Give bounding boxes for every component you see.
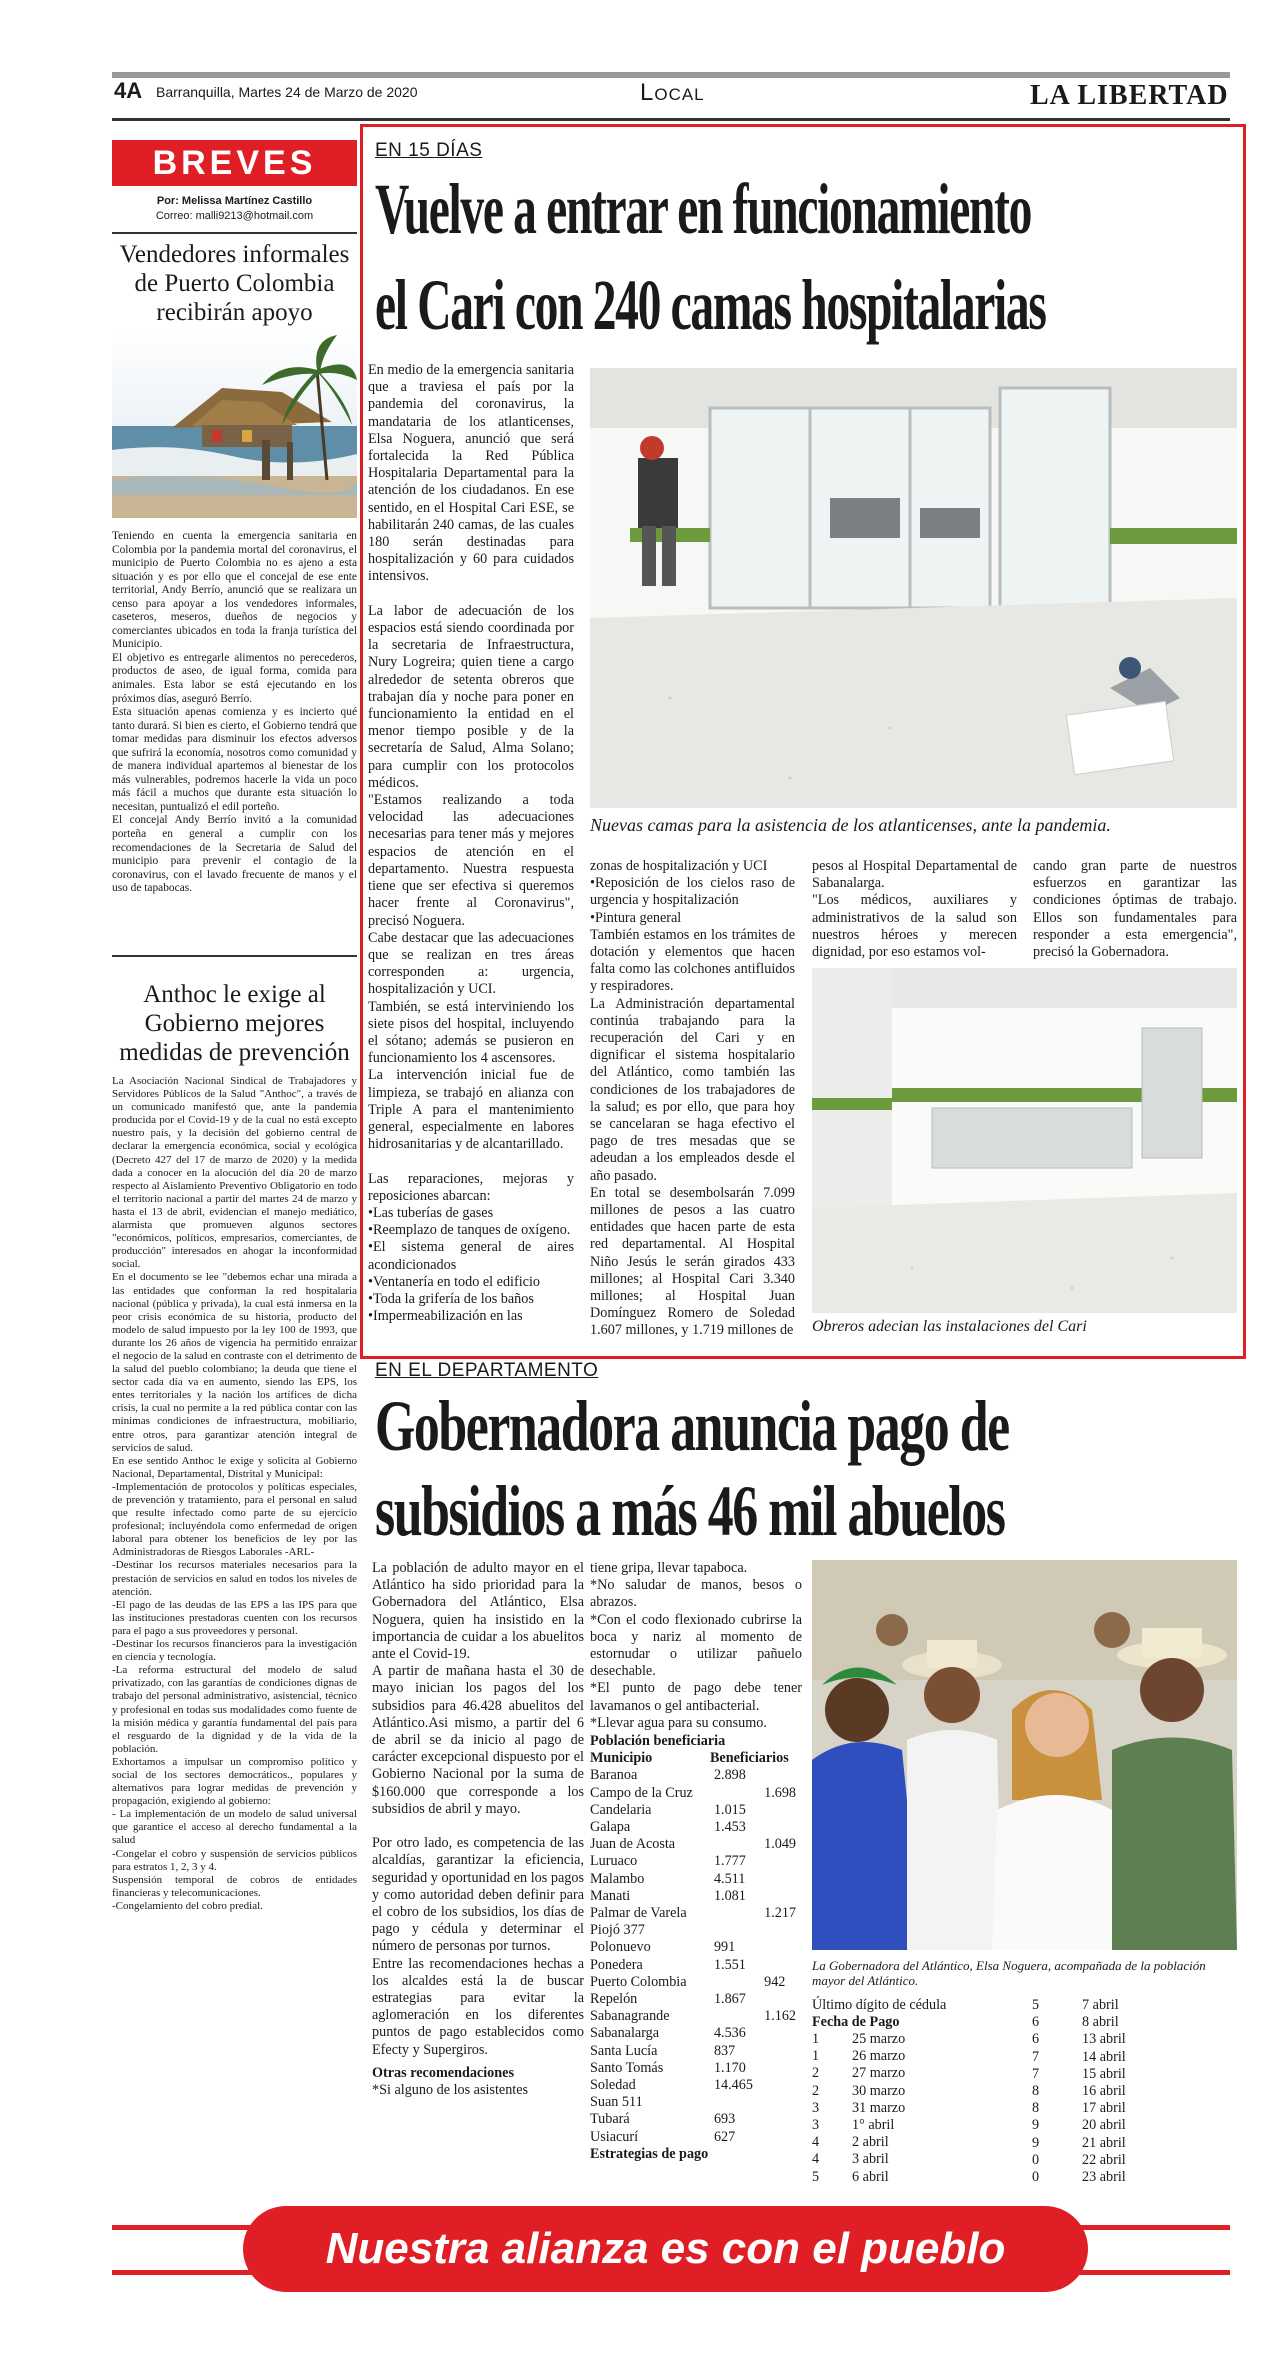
beneficiarios-cell (760, 1922, 802, 1939)
beach-photo (112, 330, 357, 518)
table-row (590, 2111, 802, 2128)
story-abuelos-col1-wrap (372, 1560, 584, 2099)
beneficiarios-cell: 627 (713, 2128, 736, 2145)
beneficiarios-cell: 4.536 (713, 2025, 746, 2042)
municipio-cell: Candelaria (590, 1801, 652, 1818)
beneficiarios-cell: 837 (713, 2042, 736, 2059)
schedule-row (812, 2065, 972, 2082)
table-row (590, 1785, 802, 1802)
governor-photo (812, 1560, 1237, 1950)
date-cell: 27 marzo (852, 2065, 906, 2082)
table-row (590, 2060, 802, 2077)
table-row (590, 1888, 802, 1905)
story-cari-headline-line2: el Cari con 240 camas hospitalarias (375, 265, 1046, 345)
municipio-cell: Usiacurí (590, 2128, 639, 2145)
schedule-row (812, 2031, 972, 2048)
table-row (590, 2094, 802, 2111)
table-title: Población beneficiaria (590, 1733, 726, 1749)
municipio-cell: Campo de la Cruz (590, 1784, 693, 1801)
table-footer: Estrategias de pago (590, 2145, 709, 2162)
table-row (590, 2043, 802, 2060)
story-abuelos-col1: La población de adulto mayor en el Atlántico ha sido prioridad para la Gobernadora del Atlántico, Elsa Noguera, quien ha insistido en la importancia de cuidar a los abuelitos ante el Covid-19. A partir de mañana hasta el 30 de mayo inician los pagos del los subsidios para 46.428 abuelitos del Atlántico.Asi mismo, a partir del 6 de abril se da inicio al pago de carácter excepcional dispuesto por el Gobierno Nacional por la suma de $160.000 que corresponde a los subsidios de abril y mayo. Por otro lado, es competencia de las alcaldías, garantizar la eficiencia, seguridad y oportunidad en los pagos y como autoridad deben definir para el cobro de los subsidios, los días de pago y cédula y determinar el número de personas por turnos. Entre las recomendaciones hechas a los alcaldes está la de buscar estrategias para evitar la aglomeración en los diferentes puntos de pago establecidos como Efecty y Supergiros. (372, 1560, 584, 2058)
digit-cell: 7 (1032, 2048, 1040, 2065)
schedule-left (812, 2031, 972, 2186)
beneficiarios-cell: 1.777 (713, 1853, 746, 1870)
table-row (590, 1836, 802, 1853)
digit-cell: 1 (812, 2031, 820, 2047)
table-header-municipio: Municipio (590, 1750, 653, 1767)
digit-cell: 3 (812, 2099, 820, 2116)
municipio-cell: Manati (590, 1887, 631, 1904)
municipio-cell: Juan de Acosta (590, 1836, 676, 1853)
byline-email: Correo: malli9213@hotmail.com (155, 210, 314, 222)
digit-cell: 9 (1032, 2134, 1040, 2151)
story-abuelos-headline-line1: Gobernadora anuncia pago de (375, 1386, 1009, 1466)
beneficiarios-cell (760, 1802, 802, 1819)
schedule-row (1032, 2169, 1202, 2186)
date-cell: 2 abril (852, 2134, 889, 2151)
byline-author: Por: Melissa Martínez Castillo (156, 195, 313, 207)
hospital-beds-photo (590, 368, 1237, 808)
date-cell: 30 marzo (852, 2082, 906, 2099)
beneficiarios-cell (710, 1785, 760, 1802)
table-row (590, 1957, 802, 1974)
table-row (590, 1819, 802, 1836)
story-cari-caption1: Nuevas camas para la asistencia de los atlanticenses, ante la pandemia. (590, 815, 1111, 835)
table-row (590, 1767, 802, 1784)
beneficiarios-cell: 2.898 (713, 1767, 746, 1784)
schedule-title: Último dígito de cédula (812, 1997, 947, 2013)
breves-byline (112, 194, 357, 224)
date-cell: 1° abril (852, 2117, 895, 2134)
digit-cell: 5 (812, 2168, 820, 2185)
beneficiarios-cell (760, 2025, 802, 2042)
beneficiarios-cell: 693 (713, 2111, 736, 2128)
breves-story1-headline: Vendedores informales de Puerto Colombia recibirán apoyo (119, 241, 350, 326)
municipio-cell: Luruaco (590, 1853, 638, 1870)
beneficiarios-cell: 1.162 (764, 2008, 797, 2025)
table-header-beneficiarios: Beneficiarios (709, 1750, 789, 1767)
table-row (590, 1905, 802, 1922)
schedule-row (1032, 2117, 1202, 2134)
date-cell: 6 abril (852, 2168, 889, 2185)
beneficiarios-cell: 4.511 (713, 1870, 746, 1887)
beneficiaries-grid (590, 1750, 802, 2146)
table-row (590, 2077, 802, 2094)
breves-rule-2 (112, 955, 357, 957)
beneficiarios-cell (760, 2077, 802, 2094)
beneficiarios-cell (710, 2094, 760, 2111)
municipio-cell: Soledad (590, 2077, 636, 2094)
story-abuelos-col2: tiene gripa, llevar tapaboca. *No saludar de manos, besos o abrazos. *Con el codo flexionado cubrirse la boca y nariz al momento de estornudar o utilizar pañuelo desechable. *El punto de pago debe tener lavamanos o gel antibacterial. *Llevar agua para su consumo. (590, 1560, 802, 1731)
date-cell: 21 abril (1082, 2134, 1126, 2151)
masthead: LA LIBERTAD (1030, 80, 1229, 111)
beneficiarios-cell: 1.698 (764, 1784, 797, 1801)
digit-cell: 2 (812, 2065, 820, 2082)
story-abuelos-kicker: EN EL DEPARTAMENTO (375, 1360, 599, 1381)
digit-cell: 9 (1032, 2117, 1040, 2134)
municipio-cell: Sabanalarga (590, 2025, 660, 2042)
date-cell: 15 abril (1082, 2065, 1126, 2082)
story-cari-headline-line1: Vuelve a entrar en funcionamiento (375, 169, 1032, 249)
schedule-row (1032, 1997, 1202, 2014)
beneficiarios-cell (760, 1767, 802, 1784)
beneficiarios-cell (760, 1853, 802, 1870)
beneficiarios-cell (760, 1957, 802, 1974)
table-row (590, 2129, 802, 2146)
breves-story1-body: Teniendo en cuenta la emergencia sanitaria en Colombia por la pandemia mortal del coronavirus, el municipio de Puerto Colombia no es ajeno a esta situación y es por ello que el concejal de ese ente territorial, Andy Berrío, anunció que se realizara un censo para apoyar a los vendedores informales, caseteros, meseros, dueños de negocios y comerciantes ubicados en toda la franja turística del Municipio. El objetivo es entregarle alimentos no perecederos, productos de aseo, de igual forma, comida para animales. Esta labor se está ejecutando en los próximos días, aseguró Berrío. Esta situación apenas comienza y es incierto qué tanto durará. Si bien es cierto, el Gobierno tendrá que tomar medidas para disminuir los efectos adversos que sufrirá la economía, nosotros como comunidad y de manera individual apartemos al bienestar de los más vulnerables, podremos hacerle la vida un poco más fácil a muchos que durante esta situación lo necesitan, puntualizó el edil porteño. El concejal Andy Berrío invitó a la comunidad porteña en general a cumplir con los recomendaciones de la Secretaria de Salud del municipio para prevenir el contagio de la coronavirus, con el lavado frecuente de manos y el uso de tapabocas. (112, 530, 357, 895)
schedule-right (1032, 1997, 1202, 2186)
table-row (590, 1939, 802, 1956)
story-cari-caption2: Obreros adecian las instalaciones del Cari (812, 1318, 1087, 1335)
table-row (590, 1802, 802, 1819)
digit-cell: 8 (1032, 2083, 1040, 2100)
table-row (590, 2008, 802, 2025)
schedule-row (1032, 2014, 1202, 2031)
beneficiarios-cell: 991 (713, 1939, 736, 1956)
date-cell: 7 abril (1082, 1997, 1119, 2013)
municipio-cell: Piojó 377 (590, 1922, 645, 1939)
date-cell: 22 abril (1082, 2151, 1126, 2168)
beneficiarios-cell (760, 1939, 802, 1956)
date-cell: 26 marzo (852, 2048, 906, 2065)
digit-cell: 6 (1032, 2031, 1040, 2048)
municipio-cell: Suan 511 (590, 2094, 643, 2111)
date-cell: 25 marzo (852, 2031, 906, 2047)
beneficiarios-cell (710, 1974, 760, 1991)
digit-cell: 5 (1032, 1997, 1040, 2013)
digit-cell: 6 (1032, 2014, 1040, 2031)
municipio-cell: Galapa (590, 1819, 631, 1836)
digit-cell: 0 (1032, 2169, 1040, 2186)
digit-cell: 4 (812, 2134, 820, 2151)
beneficiarios-cell (760, 2043, 802, 2060)
digit-cell: 4 (812, 2151, 820, 2168)
schedule-row (812, 2100, 972, 2117)
municipio-cell: Polonuevo (590, 1939, 651, 1956)
breves-story2-body: La Asociación Nacional Sindical de Trabajadores y Servidores Públicos de la Salud "Anthoc", a través de un comunicado manifestó que, ante la pandemia producida por el Covid-19 y de la cual no está excepto nuestro país, y la decisión del gobierno central de declarar la emergencia económica, social y ecológica (Decreto 427 del 17 de marzo de 2020) y la medida dada a conocer en la alocución del día 20 de marzo respecto al Aislamiento Preventivo Obligatorio en todo el territorio nacional a partir del martes 24 de marzo y hasta el 13 de abril, evidencian el manejo mediático, alarmista que promueven algunos sectores "económicos, políticos, empresarios, comerciantes, de producción" interesados en ahogar la inconformidad social. En el documento se lee "debemos echar una mirada a las entidades que conforman la red hospitalaria nacional (pública y privada), la cual está inmersa en la peor crisis económica de su historia, producto del modelo de salud impuesto por la ley 100 de 1993, que durante los 26 años de vigencia ha permitido enraizar el negocio de la salud en contraste con el detrimento de la salud del pueblo colombiano; la deuda que tiene el sector cada día va en aumento, siendo las EPS, los entes territoriales y la nación los artífices de dicha crisis, la cual no permite a la red pública contar con las mínimas condiciones de infraestructura, mobiliario, entre otros, para garantizar atención integral de servicios de salud. En ese sentido Anthoc le exige y solicita al Gobierno Nacional, Departamental, Distrital y Municipal: -Implementación de protocolos y políticas especiales, de prevención y tratamiento, para el personal en salud que resulte infectado como parte de su ejercicio profesional; incluyéndola como enfermedad de origen laboral para obtener los beneficios de ley por las Administradoras de Riesgos Laborales -ARL- -Destinar los recursos materiales necesarios para la prestación de servicios en salud en todos los niveles de atención. -El pago de las deudas de las EPS a las IPS para que las instituciones prestadoras cuenten con los recursos para el pago a sus proveedores y personal. -Destinar los recursos financieros para la investigación en ciencia y tecnología. -La reforma estructural del modelo de salud privatizado, con las garantías de condiciones dignas de trabajo del personal administrativo, asistencial, técnico y profesional en todas sus modalidades como fuente de la misión médica y garantía fundamental del país para el resguardo de la dignidad y de la vida de la población. Exhortamos a impulsar un compromiso político y social de los sectores democráticos., populares y alternativos para lograr medidas de prevención y propagación, exigiendo al gobierno: - La implementación de un modelo de salud universal que garantice el acceso al derecho fundamental a la salud -Congelar el cobro y suspensión de servicios públicos para estratos 1, 2, 3 y 4. Suspensión temporal de cobros de entidades financieras y telecomunicaciones. -Congelamiento del cobro predial. (112, 1075, 357, 1912)
digit-cell: 8 (1032, 2100, 1040, 2117)
beneficiarios-cell (760, 2129, 802, 2146)
municipio-cell: Ponedera (590, 1956, 643, 1973)
story-cari-col3: pesos al Hospital Departamental de Sabanalarga. "Los médicos, auxiliares y administrativos de la salud son nuestros héroes y merecen dignidad, por eso estamos vol- (812, 858, 1017, 961)
beneficiaries-table (590, 1733, 802, 2163)
page-number: 4A (114, 78, 143, 103)
header-top-rule (112, 72, 1230, 78)
date-cell: 8 abril (1082, 2014, 1119, 2031)
breves-story2-headline: Anthoc le exige al Gobierno mejores medidas de prevención (119, 981, 350, 1066)
payment-schedule (812, 1997, 1237, 2186)
hospital-hall-photo (812, 968, 1237, 1313)
beneficiarios-cell (710, 1905, 760, 1922)
schedule-row (1032, 2135, 1202, 2152)
beneficiarios-cell: 942 (764, 1973, 786, 1990)
story-cari-kicker: EN 15 DÍAS (375, 140, 483, 161)
beneficiarios-cell: 1.015 (713, 1801, 746, 1818)
beneficiarios-cell: 1.049 (764, 1836, 797, 1853)
schedule-row (812, 2048, 972, 2065)
schedule-row (812, 2151, 972, 2168)
beneficiarios-cell (760, 2094, 802, 2111)
municipio-cell: Malambo (590, 1870, 645, 1887)
date-cell: 17 abril (1082, 2100, 1126, 2117)
beneficiarios-cell (760, 1819, 802, 1836)
schedule-row (1032, 2031, 1202, 2048)
date-cell: 14 abril (1082, 2048, 1126, 2065)
dateline: Barranquilla, Martes 24 de Marzo de 2020 (156, 84, 418, 100)
beneficiarios-cell: 1.170 (713, 2059, 746, 2076)
schedule-header: Fecha de Pago (812, 2014, 900, 2031)
beneficiarios-cell: 1.453 (713, 1819, 746, 1836)
story-cari-col4: cando gran parte de nuestros esfuerzos en garantizar las condiciones óptimas de trabajo. Ellos son fundamentales para responder a esta emergencia", precisó la Gobernadora. (1033, 858, 1237, 961)
date-cell: 13 abril (1082, 2031, 1126, 2048)
footer-banner: Nuestra alianza es con el pueblo (243, 2206, 1088, 2292)
date-cell: 3 abril (852, 2151, 889, 2168)
beneficiarios-cell (760, 2111, 802, 2128)
governor-photo-caption: La Gobernadora del Atlántico, Elsa Noguera, acompañada de la población mayor del Atlántico. (812, 1958, 1206, 1988)
beneficiarios-cell (710, 1836, 760, 1853)
story-cari-col1: En medio de la emergencia sanitaria que a traviesa el país por la pandemia del coronavirus, la mandataria de los atlanticenses, Elsa Noguera, anunció que será fortalecida la Red Pública Hospitalaria Departamental para la atención de los ciudadanos. En ese sentido, en el Hospital Cari ESE, se habilitarán 240 camas, de las cuales 180 serán destinadas para hospitalización y 60 para cuidados intensivos. La labor de adecuación de los espacios está siendo coordinada por la secretaria de Infraestructura, Nury Logreira; quien tiene a cargo alrededor de setenta obreros que trabajan día y noche para poner en funcionamiento la entidad en el menor tiempo posible y de la secretaría de Salud, Alma Solano; para cumplir con los protocolos médicos. "Estamos realizando a toda velocidad las adecuaciones necesarias para tener más y mejores espacios de atención en el departamento. Nuestra respuesta tiene que ser efectiva si queremos hacer frente al Coronavirus", precisó Noguera. Cabe destacar que las adecuaciones que se realizan en tres áreas corresponden a: urgencia, hospitalización y UCI. También, se está interviniendo los siete pisos del hospital, incluyendo el sótano; además se pusieron en funcionamiento los 4 ascensores. La intervención inicial fue de limpieza, se trabajó en alianza con Triple A para el mantenimiento general, especialmente en labores hidrosanitarias y de alcantarillado. Las reparaciones, mejoras y reposiciones abarcan: •Las tuberías de gases •Reemplazo de tanques de oxígeno. •El sistema general de aires acondicionados •Ventanería en todo el edificio •Toda la grifería de los baños •Impermeabilización en las (368, 362, 574, 1325)
table-row (590, 1974, 802, 1991)
schedule-row (812, 2169, 972, 2186)
municipio-cell: Palmar de Varela (590, 1905, 687, 1922)
beneficiarios-cell: 1.081 (713, 1887, 746, 1904)
digit-cell: 0 (1032, 2151, 1040, 2168)
date-cell: 16 abril (1082, 2083, 1126, 2100)
municipio-cell: Repelón (590, 1991, 638, 2008)
beneficiarios-cell: 1.217 (764, 1905, 797, 1922)
table-row (590, 1922, 802, 1939)
beneficiarios-cell: 1.867 (713, 1991, 746, 2008)
municipio-cell: Santo Tomás (590, 2059, 664, 2076)
beneficiarios-cell (760, 1871, 802, 1888)
digit-cell: 1 (812, 2048, 820, 2065)
municipio-cell: Tubará (590, 2111, 630, 2128)
header-bottom-rule (112, 118, 1230, 121)
date-cell: 23 abril (1082, 2169, 1126, 2186)
story-abuelos-subhead: Otras recomendaciones (372, 2064, 514, 2081)
table-row (590, 2025, 802, 2042)
story-abuelos-headline-line2: subsidios a más 46 mil abuelos (375, 1471, 1005, 1551)
schedule-row (1032, 2152, 1202, 2169)
table-header-row (590, 1750, 802, 1767)
schedule-row (1032, 2066, 1202, 2083)
schedule-row (812, 2117, 972, 2134)
municipio-cell: Sabanagrande (590, 2008, 670, 2025)
schedule-row (812, 2134, 972, 2151)
table-row (590, 1991, 802, 2008)
beneficiarios-cell (710, 2008, 760, 2025)
section-name: Local (640, 79, 705, 106)
digit-cell: 2 (812, 2082, 820, 2099)
beneficiarios-cell (710, 1922, 760, 1939)
schedule-row (1032, 2049, 1202, 2066)
digit-cell: 3 (812, 2117, 820, 2134)
beneficiarios-cell: 14.465 (713, 2077, 753, 2094)
beneficiarios-cell (760, 1991, 802, 2008)
municipio-cell: Santa Lucía (590, 2042, 658, 2059)
digit-cell: 7 (1032, 2065, 1040, 2082)
beneficiarios-cell: 1.551 (713, 1956, 746, 1973)
schedule-row (1032, 2083, 1202, 2100)
beneficiarios-cell (760, 2060, 802, 2077)
story-cari-col2: zonas de hospitalización y UCI •Reposición de los cielos raso de urgencia y hospitalización •Pintura general También estamos en los trámites de dotación y elementos que hacen falta como las colchones antifluidos y respiradores. La Administración departamental continúa trabajando para la recuperación del Cari y en dignificar el sistema hospitalario del Atlántico, como también las condiciones de los trabajadores de la salud; es por ello, que para hoy se cancelaran se haga efectivo el pago de tres mesadas que se adeudan a los empleados desde el año pasado. En total se desembolsarán 7.099 millones de pesos a las cuatro entidades que hacen parte de esta red departamental. Al Hospital Niño Jesús le serán girados 433 millones; al Hospital Cari 3.340 millones; al Hospital Juan Domínguez Romero de Soledad 1.607 millones, y 1.719 millones de (590, 858, 795, 1338)
municipio-cell: Baranoa (590, 1767, 638, 1784)
date-cell: 31 marzo (852, 2099, 906, 2116)
story-abuelos-col1-after: *Si alguno de los asistentes (372, 2082, 529, 2099)
table-row (590, 1871, 802, 1888)
schedule-row (812, 2083, 972, 2100)
beneficiarios-cell (760, 1888, 802, 1905)
date-cell: 20 abril (1082, 2117, 1126, 2134)
municipio-cell: Puerto Colombia (590, 1973, 687, 1990)
table-row (590, 1853, 802, 1870)
breves-banner: BREVES (112, 140, 357, 186)
schedule-row (1032, 2100, 1202, 2117)
breves-rule (112, 232, 357, 234)
